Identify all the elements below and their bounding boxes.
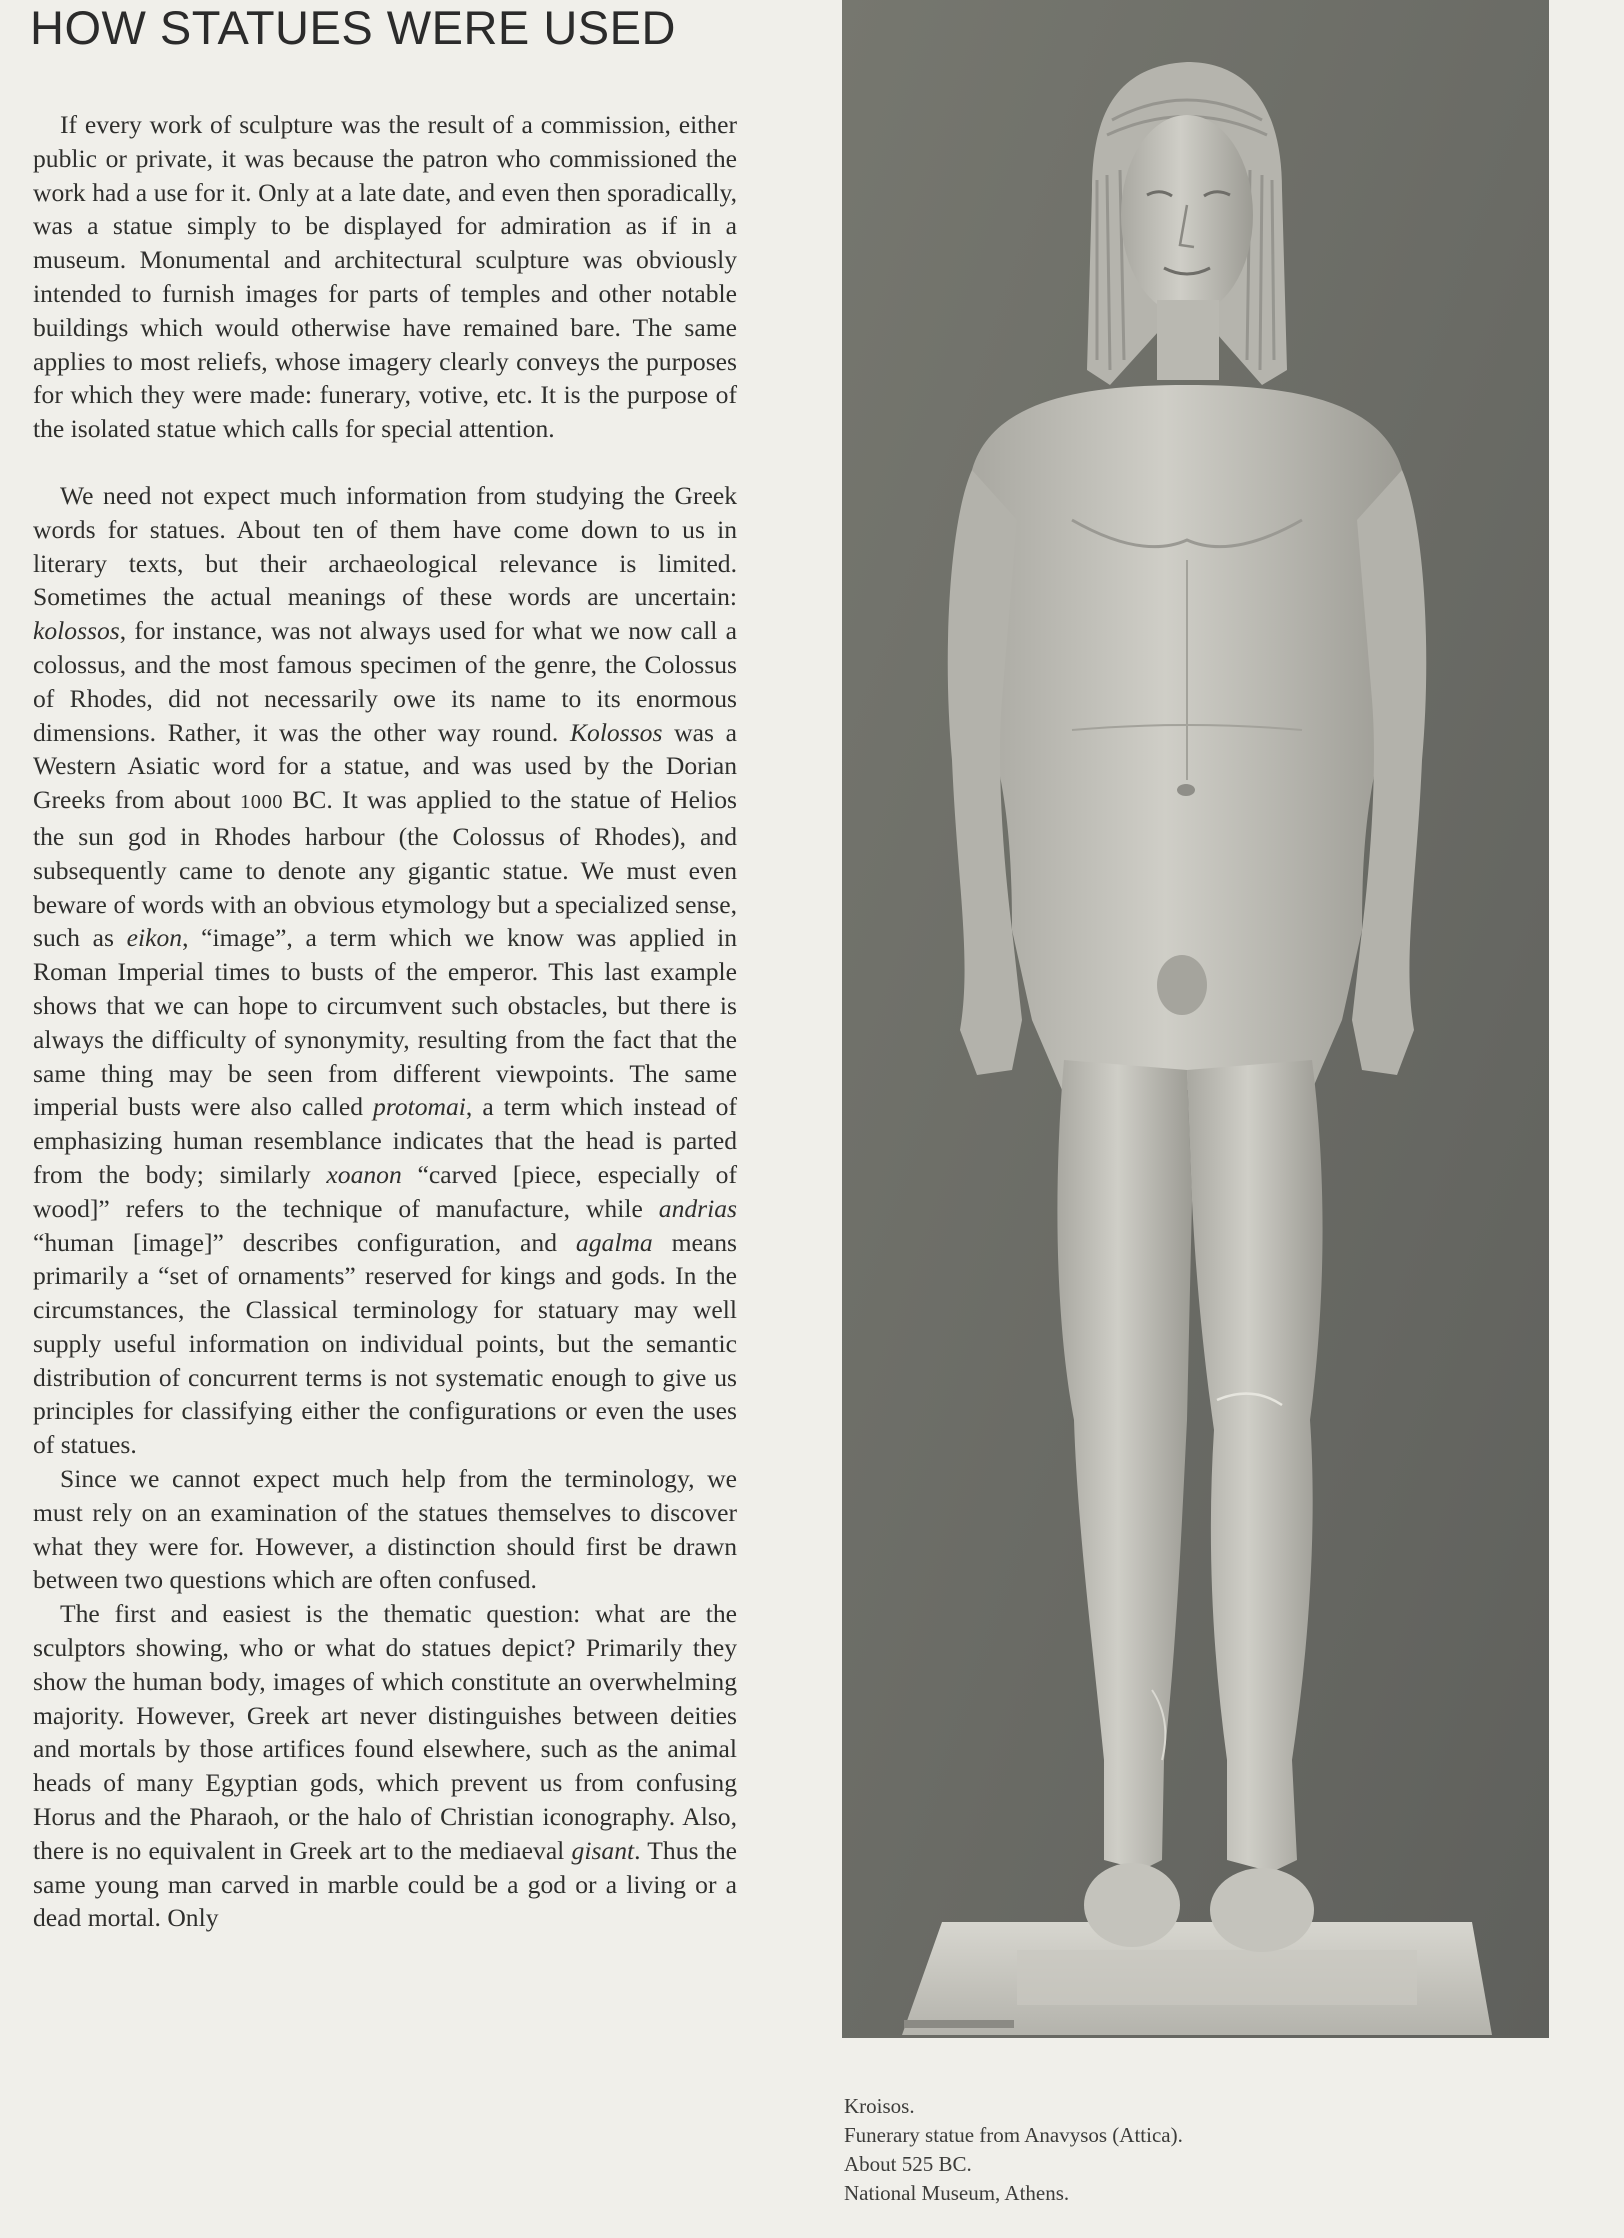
italic-term: agalma (575, 1227, 653, 1257)
statue-illustration (842, 0, 1549, 2038)
italic-term: eikon (126, 923, 183, 953)
caption-title: Kroisos. (844, 2094, 915, 2118)
photo-caption (844, 2092, 1183, 2208)
paragraph: We need not expect much information from studying the Greek words for statues. About ten of them have come down to us in literary texts, but their archaeological relevance is limited. Sometimes the actual meanings of these words are uncertain: kolossos, for instance, was not always used for what we now call a colossus, and the most famous specimen of the genre, the Colossus of Rhodes, did not necessarily owe its name to its enormous dimensions. Rather, it was the other way round. Kolossos was a Western Asiatic word for a statue, and was used by the Dorian Greeks from about 1000 BC. It was applied to the statue of Helios the sun god in Rhodes harbour (the Colossus of Rhodes), and subsequently came to denote any gigantic statue. We must even beware of words with an obvious etymology but a specialized sense, such as eikon, “image”, a term which we know was applied in Roman Imperial times to busts of the emperor. This last example shows that we can hope to circumvent such obstacles, but there is always the difficulty of synonymity, resulting from the fact that the same thing may be seen from different viewpoints. The same imperial busts were also called protomai, a term which instead of emphasizing human resemblance indicates that the head is parted from the body; similarly xoanon “carved [piece, especially of wood]” refers to the technique of manufacture, while andrias “human [image]” describes configuration, and agalma means primarily a “set of ornaments” reserved for kings and gods. In the circumstances, the Classical terminology for statuary may well supply useful information on individual points, but the semantic distribution of concurrent terms is not systematic enough to give us principles for classifying either the configurations or even the uses of statues. (33, 480, 738, 1460)
paragraph: Since we cannot expect much help from the terminology, we must rely on an examination of the statues themselves to discover what they were for. However, a distinction should first be drawn between two questions which are often confused. (33, 1464, 737, 1595)
kouros-statue-photo (842, 0, 1549, 2038)
italic-term: kolossos (33, 616, 120, 646)
oldstyle-number: 1000 (240, 791, 283, 814)
italic-term: gisant (571, 1835, 635, 1865)
italic-term: Kolossos (569, 717, 663, 747)
italic-term: xoanon (326, 1159, 402, 1189)
caption-description: Funerary statue from Anavysos (Attica). (844, 2123, 1183, 2147)
paragraph: If every work of sculpture was the result of a commission, either public or private, it was because the patron who commissioned the work had a use for it. Only at a late date, and even then sporadically, was a statue simply to be displayed for admiration as if in a museum. Monumental and architectural sculpture was obviously intended to furnish images for parts of temples and other notable buildings which would otherwise have remained bare. The same applies to most reliefs, whose imagery clearly conveys the purposes for which they were made: funerary, votive, etc. It is the purpose of the isolated statue which calls for special attention. (33, 110, 737, 444)
paragraph: The first and easiest is the thematic question: what are the sculptors showing, who or what do statues depict? Primarily they show the human body, images of which constitute an overwhelming majority. However, Greek art never distinguishes between deities and mortals by those artifices found elsewhere, such as the animal heads of many Egyptian gods, which prevent us from confusing Horus and the Pharaoh, or the halo of Christian iconography. Also, there is no equivalent in Greek art to the mediaeval gisant. Thus the same young man carved in marble could be a god or a living or a dead mortal. Only (33, 1599, 737, 1933)
page-heading: HOW STATUES WERE USED (30, 1, 676, 54)
italic-term: protomai (373, 1092, 466, 1122)
caption-date: About 525 BC. (844, 2152, 972, 2176)
italic-term: andrias (658, 1193, 737, 1223)
caption-location: National Museum, Athens. (844, 2181, 1070, 2205)
body-text-column (33, 108, 737, 1935)
